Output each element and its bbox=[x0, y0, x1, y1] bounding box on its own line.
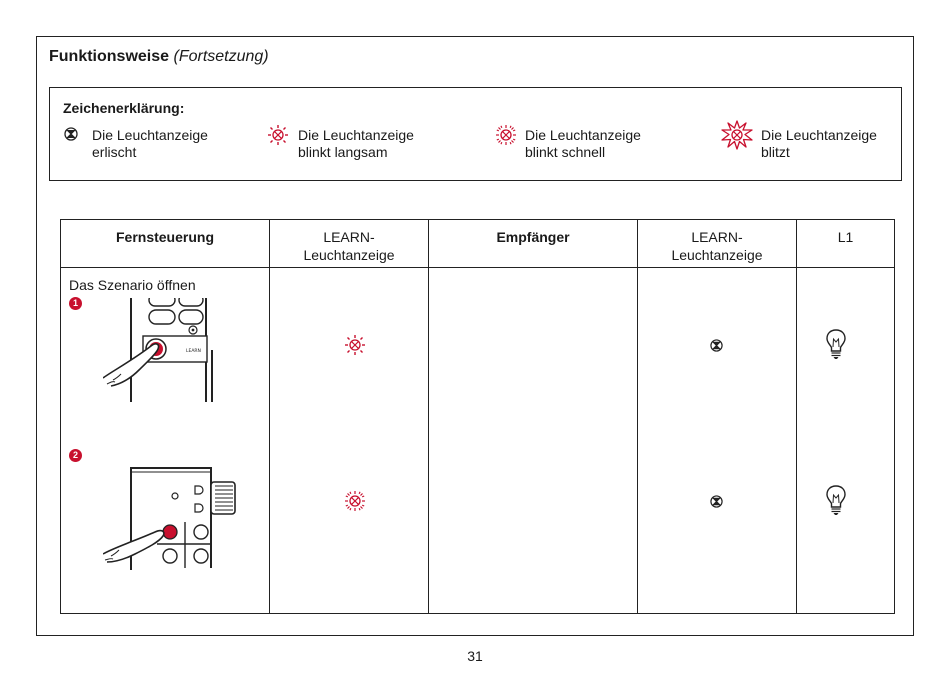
legend-item-blink-fast: Die Leuchtanzeige blinkt schnell bbox=[525, 127, 641, 160]
led-blink-fast-icon bbox=[495, 124, 517, 146]
cell-learn-remote bbox=[270, 268, 429, 614]
step-badge-1: 1 bbox=[69, 297, 82, 310]
led-flash-icon bbox=[720, 119, 754, 151]
remote-back-press-illustration bbox=[103, 464, 243, 572]
page-frame bbox=[36, 36, 914, 636]
header-l1: L1 bbox=[797, 220, 895, 268]
led-off-icon bbox=[710, 339, 723, 352]
scenario-label: Das Szenario öffnen bbox=[69, 277, 196, 293]
header-learn-receiver: LEARN- Leuchtanzeige bbox=[638, 220, 797, 268]
procedure-table bbox=[60, 219, 895, 614]
heading-title: Funktionsweise bbox=[49, 48, 170, 65]
table-row bbox=[61, 268, 895, 614]
led-off-icon bbox=[710, 495, 723, 508]
step-badge-2: 2 bbox=[69, 449, 82, 462]
led-blink-slow-icon bbox=[267, 124, 289, 146]
led-off-icon bbox=[64, 127, 78, 141]
remote-learn-press-illustration bbox=[103, 298, 223, 404]
cell-remote bbox=[61, 268, 270, 614]
learn-button-text: LEARN bbox=[186, 349, 201, 354]
cell-receiver bbox=[429, 268, 638, 614]
legend-item-blink-slow: Die Leuchtanzeige blinkt langsam bbox=[298, 127, 414, 160]
lightbulb-icon bbox=[825, 484, 847, 516]
header-learn-remote: LEARN- Leuchtanzeige bbox=[270, 220, 429, 268]
legend-item-flash: Die Leuchtanzeige blitzt bbox=[761, 127, 877, 160]
page-number: 31 bbox=[467, 648, 483, 664]
cell-learn-receiver bbox=[638, 268, 797, 614]
header-remote: Fernsteuerung bbox=[61, 220, 270, 268]
led-blink-fast-icon bbox=[344, 490, 366, 512]
table-header-row bbox=[61, 220, 895, 268]
legend-item-off: Die Leuchtanzeige erlischt bbox=[92, 127, 208, 160]
page-heading bbox=[49, 48, 269, 66]
cell-l1 bbox=[797, 268, 895, 614]
lightbulb-icon bbox=[825, 328, 847, 360]
legend-title: Zeichenerklärung: bbox=[63, 100, 185, 116]
heading-subtitle: (Fortsetzung) bbox=[173, 48, 269, 65]
legend-box bbox=[49, 87, 902, 181]
header-receiver: Empfänger bbox=[429, 220, 638, 268]
led-blink-slow-icon bbox=[344, 334, 366, 356]
